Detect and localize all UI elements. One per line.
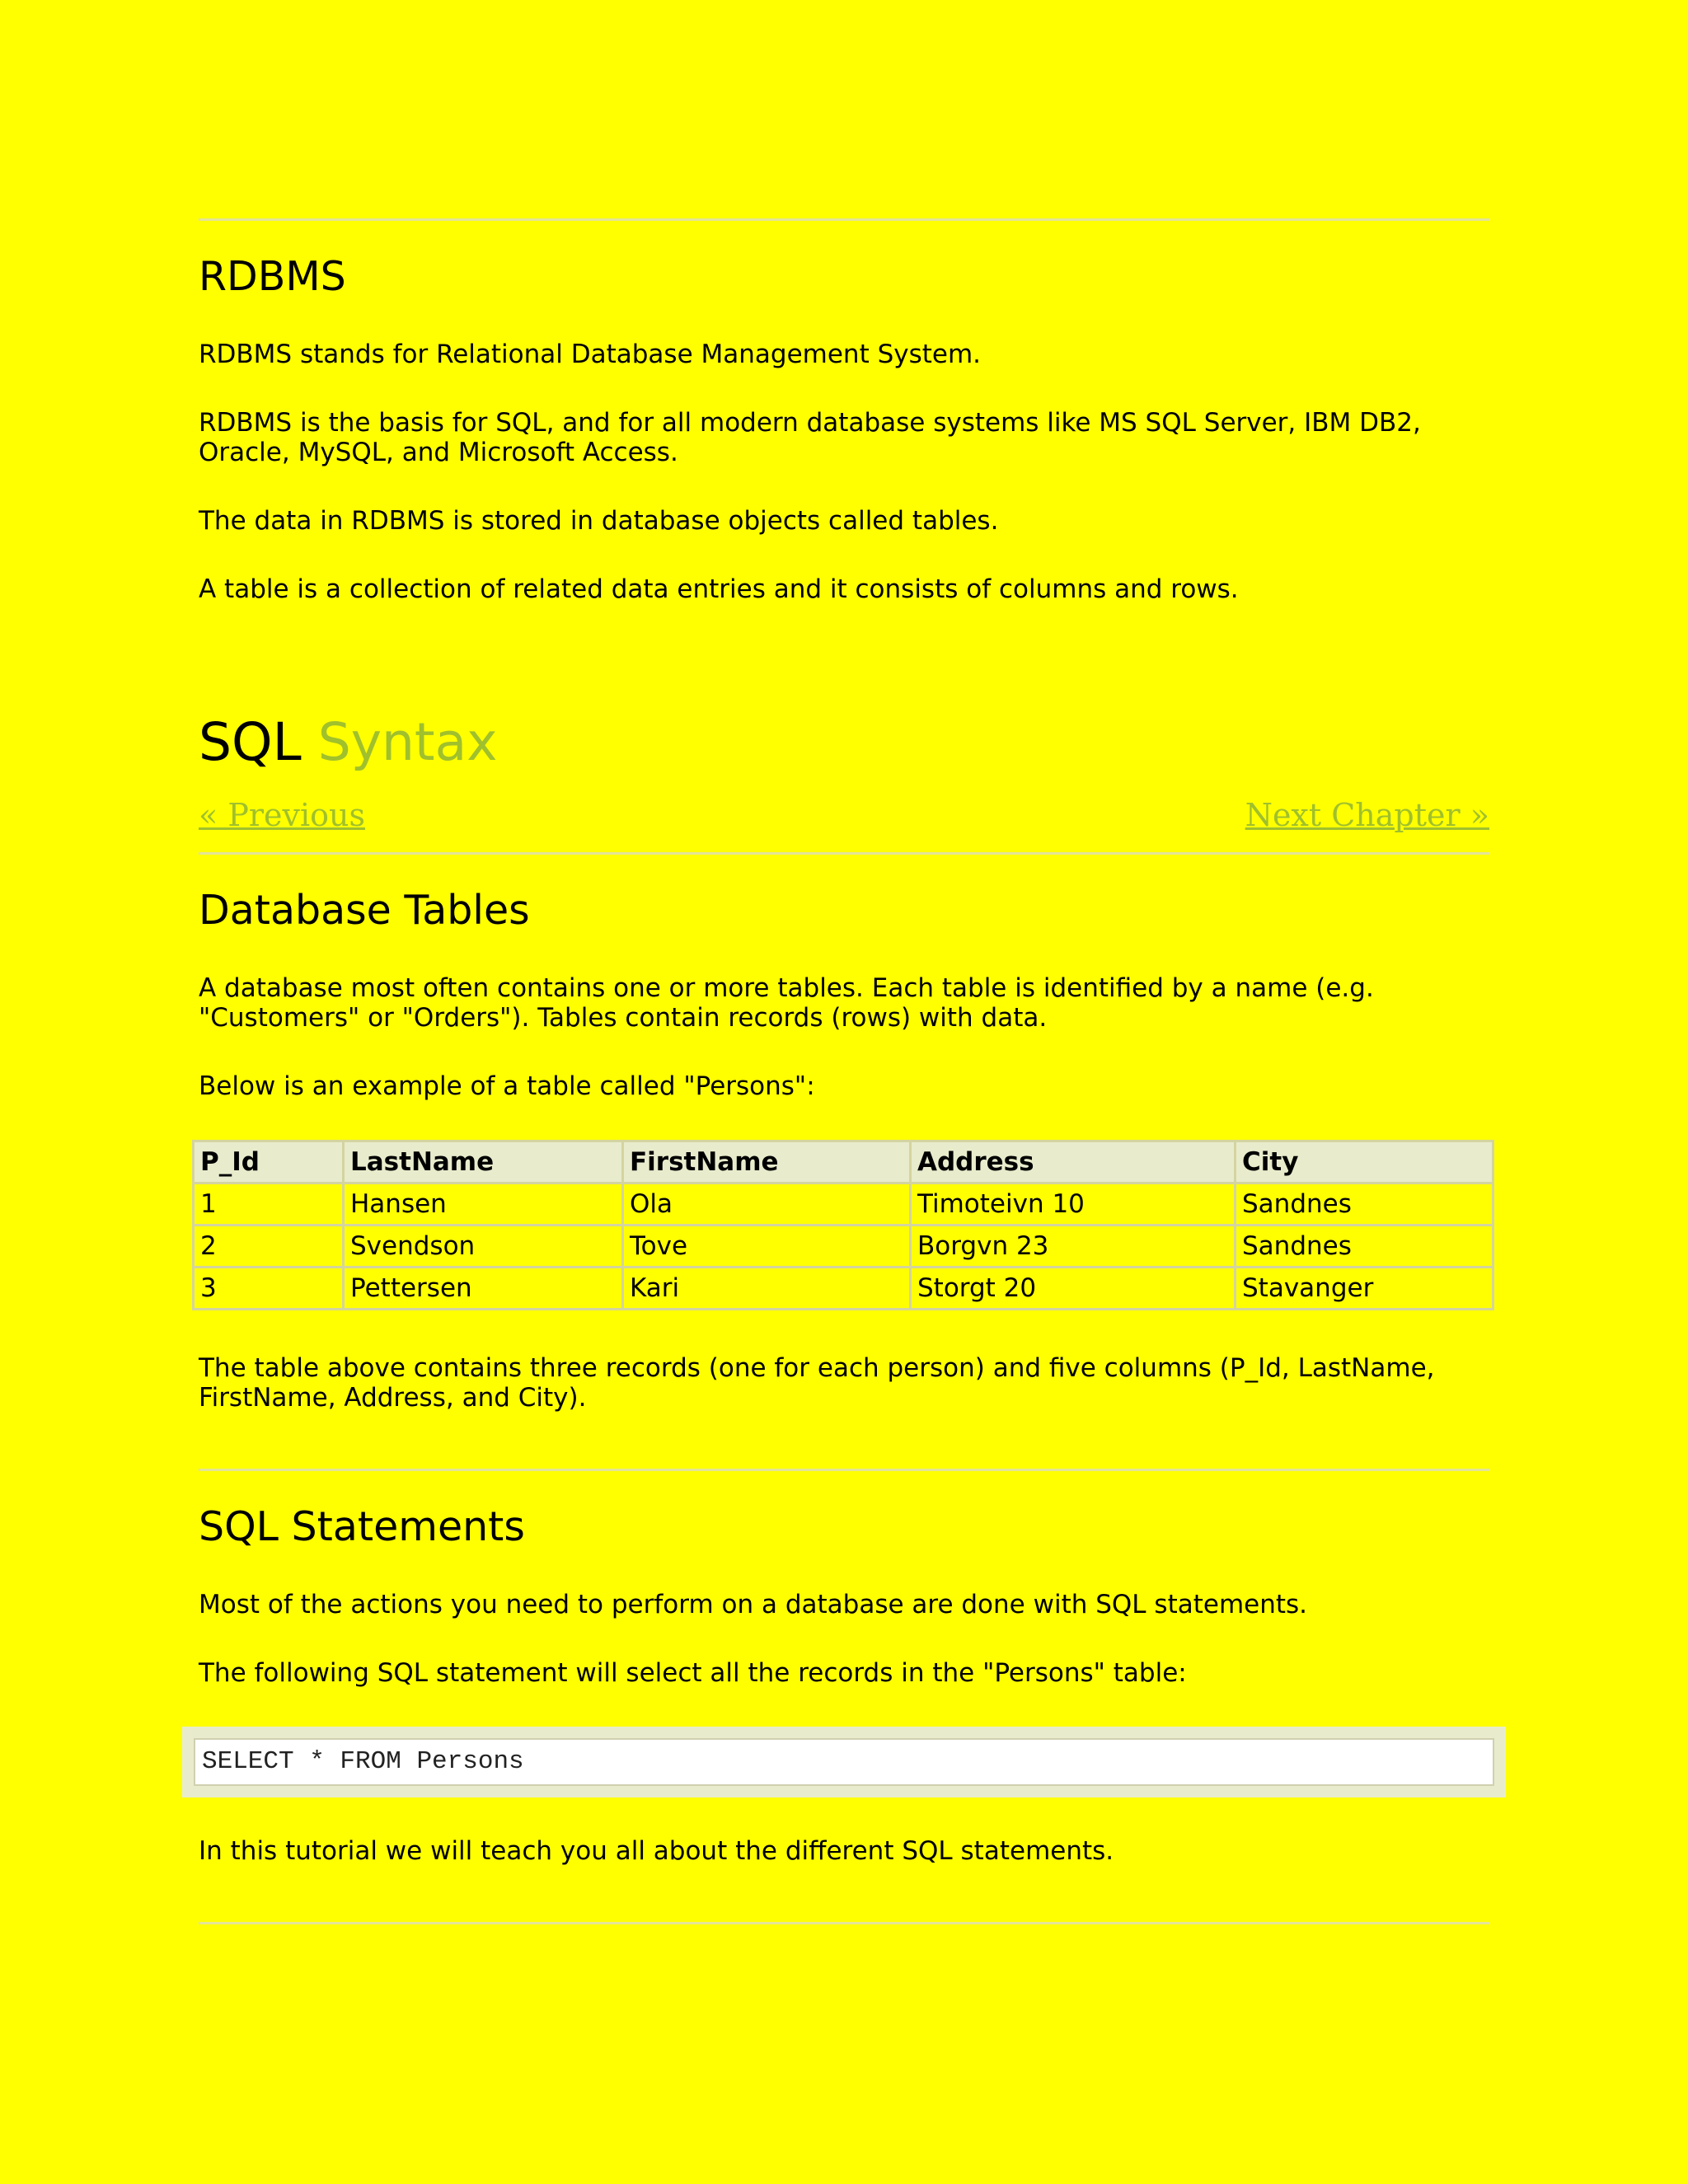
sql-statements-heading: SQL Statements [199,1503,525,1550]
sql-statements-section [199,1503,1489,1866]
database-tables-section [199,887,1489,1413]
page-title-accent: Syntax [317,712,498,772]
table-cell: Ola [623,1183,911,1226]
database-tables-heading: Database Tables [199,887,530,934]
table-cell: Stavanger [1236,1268,1493,1310]
column-header: FirstName [623,1141,911,1183]
table-cell: Kari [623,1268,911,1310]
table-row [194,1268,1493,1310]
table-row [194,1226,1493,1268]
table-cell: 2 [194,1226,344,1268]
table-cell: Tove [623,1226,911,1268]
table-cell: Sandnes [1236,1183,1493,1226]
divider [199,1922,1489,1924]
table-cell: Timoteivn 10 [911,1183,1236,1226]
table-header-row [194,1141,1493,1183]
divider [199,1469,1489,1471]
table-cell: Svendson [344,1226,623,1268]
rdbms-section [199,253,1489,604]
column-header: Address [911,1141,1236,1183]
main-content [199,218,1489,1924]
persons-table [192,1140,1494,1310]
table-cell: Storgt 20 [911,1268,1236,1310]
table-cell: Pettersen [344,1268,623,1310]
column-header: City [1236,1141,1493,1183]
previous-link[interactable]: « Previous [199,797,366,833]
column-header: P_Id [194,1141,344,1183]
table-cell: 1 [194,1183,344,1226]
code-example-container [182,1727,1506,1797]
sql-statements-paragraph: The following SQL statement will select all the records in the "Persons" table: [199,1658,1187,1688]
table-cell: 3 [194,1268,344,1310]
page-title [199,712,1489,772]
divider [199,852,1489,855]
rdbms-paragraph: A table is a collection of related data entries and it consists of columns and rows. [199,574,1239,604]
rdbms-paragraph: The data in RDBMS is stored in database objects called tables. [199,506,999,536]
page-title-main: SQL [199,712,302,772]
sql-statements-closing: In this tutorial we will teach you all about the different SQL statements. [199,1836,1114,1866]
table-cell: Hansen [344,1183,623,1226]
divider [199,218,1489,221]
database-tables-paragraph: Below is an example of a table called "Persons": [199,1071,815,1101]
database-tables-paragraph: A database most often contains one or more tables. Each table is identified by a name (e.g. "Customers" or "Orders"). Tables contain records (rows) with data. [199,973,1374,1033]
rdbms-paragraph: RDBMS stands for Relational Database Management System. [199,340,982,369]
table-cell: Borgvn 23 [911,1226,1236,1268]
table-summary-paragraph: The table above contains three records (one for each person) and five columns (P_Id, LastName, FirstName, Address, and City). [199,1353,1435,1413]
column-header: LastName [344,1141,623,1183]
rdbms-heading: RDBMS [199,253,346,300]
table-row [194,1183,1493,1226]
sql-statements-paragraph: Most of the actions you need to perform on a database are done with SQL statements. [199,1590,1308,1619]
code-example: SELECT * FROM Persons [194,1738,1494,1786]
next-chapter-link[interactable]: Next Chapter » [1245,797,1489,833]
table-cell: Sandnes [1236,1226,1493,1268]
chapter-nav [199,799,1489,831]
rdbms-paragraph: RDBMS is the basis for SQL, and for all modern database systems like MS SQL Server, IBM DB2, Oracle, MySQL, and Microsoft Access. [199,408,1421,467]
